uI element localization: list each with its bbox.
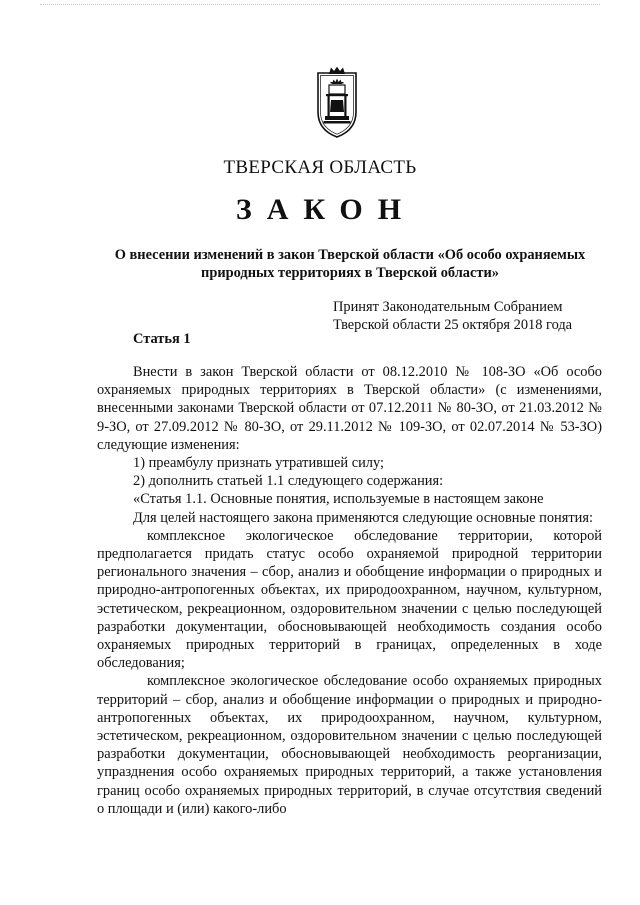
article-heading: Статья 1 [133,331,191,347]
region-name: ТВЕРСКАЯ ОБЛАСТЬ [223,157,417,178]
document-title: О внесении изменений в закон Тверской области «Об особо охраняемых природных территориях в Тверской области» [114,247,586,281]
article-paragraph: 1) преамбулу признать утратившей силу; [133,455,384,472]
article-paragraph: «Статья 1.1. Основные понятия, используемые в настоящем законе [133,491,544,508]
scan-edge-line [40,4,600,5]
adoption-line-2: Тверской области 25 октября 2018 года [333,317,573,333]
tver-coat-of-arms-icon [315,66,359,140]
article-paragraph: Внести в закон Тверской области от 08.12.2010 № 108-ЗО «Об особо охраняемых природных территориях в Тверской области» (с изменениями, внесенными законами Тверской области от 07.12.2011 № 80-ЗО, от 21.03.2012 № 9-ЗО, от 27.09.2012 № 80-ЗО, от 29.11.2012 № 109-ЗО, от 02.07.2014 № 53-ЗО) следующие изменения: [97,364,602,453]
article-paragraph: комплексное экологическое обследование особо охраняемых природных территорий – сбор, анализ и обобщение информации о природных и природно-антропогенных объектах, их природоохранном, научном, культурном, эстетическом, рекреационном, оздоровительном значении с целью последующей разработки документации, обосновывающей необходимость реорганизации, упразднения особо охраняемых природных территорий, а также установления границ особо охраняемых природных территорий, в случае отсутствия сведений о площади и (или) какого-либо [97,673,602,817]
article-paragraph: 2) дополнить статьей 1.1 следующего содержания: [133,473,444,490]
article-paragraph: Для целей настоящего закона применяются следующие основные понятия: [133,509,593,526]
document-type: ЗАКОН [235,193,417,226]
article-body [97,363,602,818]
article-paragraph: комплексное экологическое обследование территории, которой предполагается придать статус особо охраняемой природной территории регионального значения – сбор, анализ и обобщение информации о природных и природно-антропогенных объектах, их природоохранном, научном, культурном, эстетическом, рекреационном, оздоровительном значении с целью последующей разработки документации, обосновывающей необходимость создания особо охраняемых природных территорий в границах, определенных в ходе обследования; [97,527,602,672]
adoption-note [333,298,613,334]
adoption-line-1: Принят Законодательным Собранием [333,299,563,315]
